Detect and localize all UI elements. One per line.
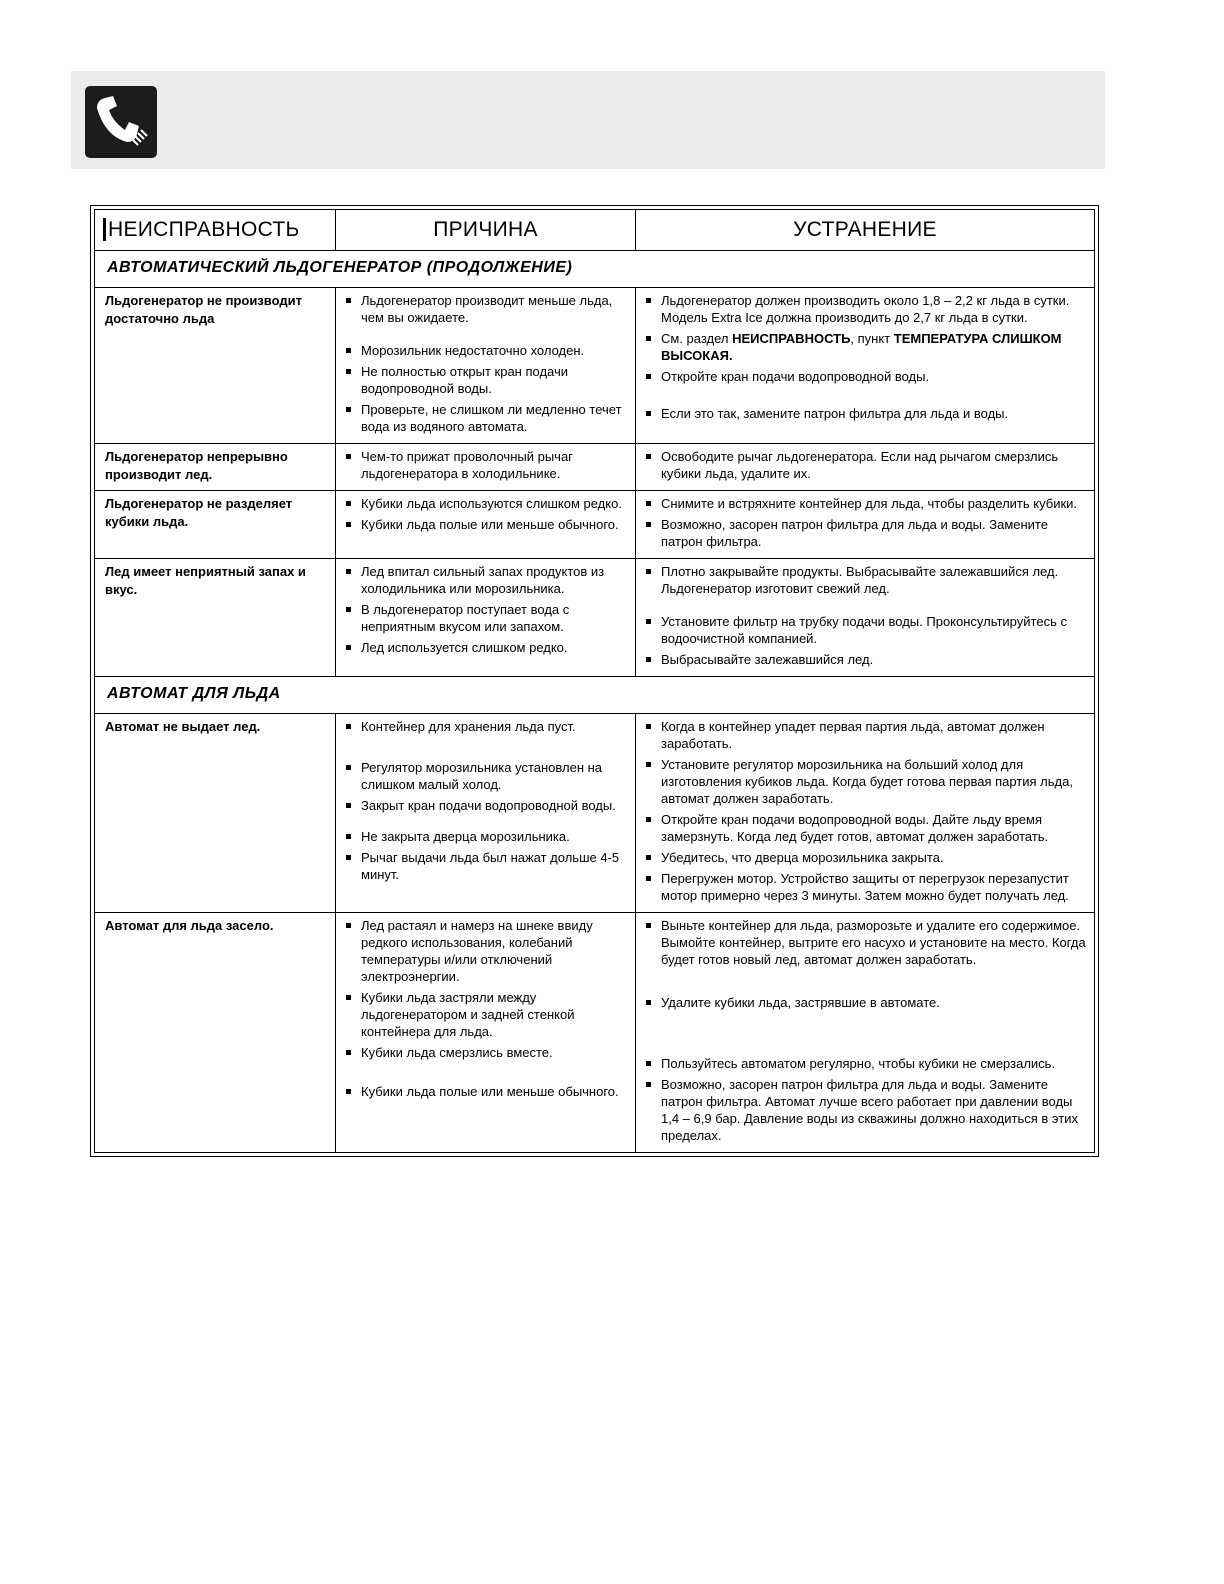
- remedy-cell: [636, 491, 1095, 559]
- cause-item: Кубики льда полые или меньше обычного.: [344, 516, 629, 533]
- cause-item: Льдогенератор производит меньше льда, чем вы ожидаете.: [344, 292, 629, 326]
- cause-item: Кубики льда полые или меньше обычного.: [344, 1083, 629, 1100]
- column-header-problem: НЕИСПРАВНОСТЬ: [95, 210, 336, 251]
- remedy-ref-bold2: ТЕМПЕРАТУРА СЛИШКОМ ВЫСОКАЯ.: [661, 331, 1062, 363]
- cause-item: Регулятор морозильника установлен на слишком малый холод.: [344, 759, 629, 793]
- section-title: АВТОМАТ ДЛЯ ЛЬДА: [95, 677, 1095, 714]
- table-row: [95, 559, 1095, 677]
- remedy-item: [644, 330, 1088, 364]
- remedy-cell: [636, 288, 1095, 444]
- remedy-item: Установите регулятор морозильника на больший холод для изготовления кубиков льда. Когда будет готова первая партия льда, автомат должен заработать.: [644, 756, 1088, 807]
- remedy-item: Откройте кран подачи водопроводной воды. Дайте льду время замерзнуть. Когда лед будет готов, автомат должен заработать.: [644, 811, 1088, 845]
- phone-icon: [91, 92, 151, 152]
- problem-cell: Льдогенератор не производит достаточно льда: [95, 288, 336, 444]
- remedy-ref-bold1: НЕИСПРАВНОСТЬ: [732, 331, 851, 346]
- phone-icon-box: [85, 86, 157, 158]
- section-title: АВТОМАТИЧЕСКИЙ ЛЬДОГЕНЕРАТОР (ПРОДОЛЖЕНИЕ): [95, 251, 1095, 288]
- table-header-row: [95, 210, 1095, 251]
- remedy-cell: [636, 559, 1095, 677]
- cause-cell: [336, 559, 636, 677]
- remedy-item: Перегружен мотор. Устройство защиты от перегрузок перезапустит мотор примерно через 3 минуты. Затем можно будет получать лед.: [644, 870, 1088, 904]
- cause-cell: [336, 491, 636, 559]
- cause-cell: [336, 913, 636, 1153]
- remedy-cell: [636, 913, 1095, 1153]
- remedy-item: Откройте кран подачи водопроводной воды.: [644, 368, 1088, 385]
- cause-cell: [336, 288, 636, 444]
- table-row: [95, 913, 1095, 1153]
- remedy-item: Возможно, засорен патрон фильтра для льда и воды. Замените патрон фильтра.: [644, 516, 1088, 550]
- table-row: [95, 444, 1095, 491]
- cause-item: Закрыт кран подачи водопроводной воды.: [344, 797, 629, 814]
- cause-item: Проверьте, не слишком ли медленно течет вода из водяного автомата.: [344, 401, 629, 435]
- troubleshooting-table: [90, 205, 1099, 1157]
- cause-item: Рычаг выдачи льда был нажат дольше 4-5 минут.: [344, 849, 629, 883]
- cause-item: Лед впитал сильный запах продуктов из холодильника или морозильника.: [344, 563, 629, 597]
- remedy-cell: [636, 444, 1095, 491]
- table-row: [95, 288, 1095, 444]
- table-row: [95, 714, 1095, 913]
- remedy-cell: [636, 714, 1095, 913]
- cause-cell: [336, 444, 636, 491]
- cause-item: Кубики льда застряли между льдогенератором и задней стенкой контейнера для льда.: [344, 989, 629, 1040]
- problem-cell: Льдогенератор непрерывно производит лед.: [95, 444, 336, 491]
- cause-item: Чем-то прижат проволочный рычаг льдогенератора в холодильнике.: [344, 448, 629, 482]
- remedy-item: Установите фильтр на трубку подачи воды. Проконсультируйтесь с водоочистной компанией.: [644, 613, 1088, 647]
- cause-item: Лед используется слишком редко.: [344, 639, 629, 656]
- cause-item: Лед растаял и намерз на шнеке ввиду редкого использования, колебаний температуры и/или отключений электроэнергии.: [344, 917, 629, 985]
- remedy-item: Выбрасывайте залежавшийся лед.: [644, 651, 1088, 668]
- column-header-cause: ПРИЧИНА: [336, 210, 636, 251]
- table-row: [95, 491, 1095, 559]
- column-header-remedy: УСТРАНЕНИЕ: [636, 210, 1095, 251]
- header-band: [71, 71, 1105, 169]
- remedy-item: Когда в контейнер упадет первая партия льда, автомат должен заработать.: [644, 718, 1088, 752]
- cause-item: Не полностью открыт кран подачи водопроводной воды.: [344, 363, 629, 397]
- problem-cell: Льдогенератор не разделяет кубики льда.: [95, 491, 336, 559]
- remedy-item: Плотно закрывайте продукты. Выбрасывайте залежавшийся лед. Льдогенератор изготовит свежий лед.: [644, 563, 1088, 597]
- remedy-item: Льдогенератор должен производить около 1,8 – 2,2 кг льда в сутки. Модель Extra Ice должна производить до 2,7 кг льда в сутки.: [644, 292, 1088, 326]
- problem-cell: Автомат для льда засело.: [95, 913, 336, 1153]
- cause-cell: [336, 714, 636, 913]
- remedy-item: Возможно, засорен патрон фильтра для льда и воды. Замените патрон фильтра. Автомат лучше всего работает при давлении воды 1,4 – 6,9 бар. Давление воды из скважины должно находиться в этих пределах.: [644, 1076, 1088, 1144]
- remedy-item: Пользуйтесь автоматом регулярно, чтобы кубики не смерзались.: [644, 1055, 1088, 1072]
- remedy-ref-prefix: См. раздел: [661, 331, 733, 346]
- cause-item: Морозильник недостаточно холоден.: [344, 342, 629, 359]
- remedy-ref-middle: , пункт: [850, 331, 894, 346]
- cause-item: Не закрыта дверца морозильника.: [344, 828, 629, 845]
- cause-item: Кубики льда смерзлись вместе.: [344, 1044, 629, 1061]
- cause-item: Контейнер для хранения льда пуст.: [344, 718, 629, 735]
- section-row: [95, 677, 1095, 714]
- remedy-item: Если это так, замените патрон фильтра для льда и воды.: [644, 405, 1088, 422]
- remedy-item: Убедитесь, что дверца морозильника закрыта.: [644, 849, 1088, 866]
- remedy-item: Выньте контейнер для льда, разморозьте и удалите его содержимое. Вымойте контейнер, вытрите его насухо и установите на место. Когда будет готов новый лед, автомат должен заработать.: [644, 917, 1088, 968]
- cause-item: Кубики льда используются слишком редко.: [344, 495, 629, 512]
- remedy-item: Снимите и встряхните контейнер для льда, чтобы разделить кубики.: [644, 495, 1088, 512]
- problem-cell: Лед имеет неприятный запах и вкус.: [95, 559, 336, 677]
- remedy-item: Удалите кубики льда, застрявшие в автомате.: [644, 994, 1088, 1011]
- remedy-item: Освободите рычаг льдогенератора. Если над рычагом смерзлись кубики льда, удалите их.: [644, 448, 1088, 482]
- cause-item: В льдогенератор поступает вода с неприятным вкусом или запахом.: [344, 601, 629, 635]
- section-row: [95, 251, 1095, 288]
- problem-cell: Автомат не выдает лед.: [95, 714, 336, 913]
